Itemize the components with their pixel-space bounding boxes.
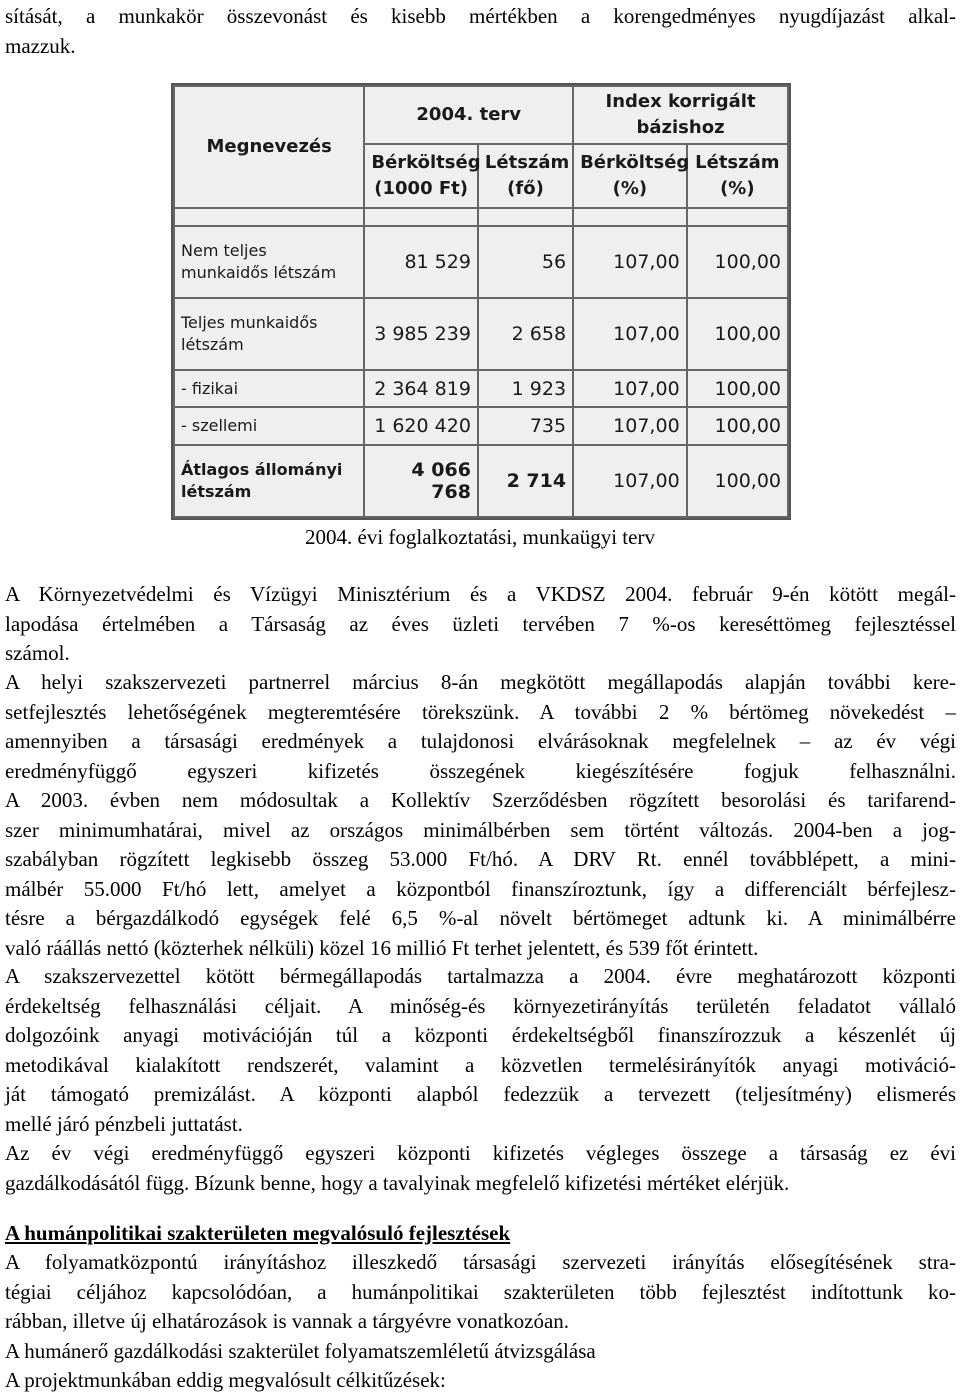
table-cell: 100,00 [687,370,788,408]
text-line: A Környezetvédelmi és Vízügyi Minisztérium és a VKDSZ 2004. február 9-én kötött megál- [5,582,956,606]
table-row [174,298,788,370]
header-col-letszam-pct: Létszám (%) [687,144,788,208]
table-cell: 735 [478,407,573,445]
table-row [174,226,788,298]
table-cell: 107,00 [573,445,687,517]
text-line: való ráállás nettó (közterhek nélküli) közel 16 millió Ft terhet jelentett, és 539 főt érintett. [5,935,759,960]
text-line: lapodása értelmében a Társaság az éves üzleti tervében 7 %-os kereséttömeg fejlesztéssel [5,611,956,636]
intro-paragraph [5,2,956,61]
text-line: érdekeltség felhasználási céljait. A minőség-és környezetirányítás területén feladatot vállaló [5,993,956,1018]
row-label: - szellemi [174,407,364,445]
table-spacer-row [174,208,788,226]
table-cell: 100,00 [687,298,788,370]
text-line: sítását, a munkakör összevonást és kisebb mértékben a korengedményes nyugdíjazást alkal- [5,4,956,28]
table-cell: 1 923 [478,370,573,408]
table-row [174,370,788,408]
header-terv: 2004. terv [364,86,573,144]
text-line: gazdálkodásától függ. Bízunk benne, hogy a tavalyinak megfelelő kifizetési mértéket elérjük. [5,1170,790,1195]
header-col-berkoltseg-pct: Bérköltség (%) [573,144,687,208]
text-line: setfejlesztés lehetőségének megteremtésére törekszünk. A további 2 % bértömeg növekedést – [5,699,956,724]
table-cell: 2 658 [478,298,573,370]
table-cell: 2 364 819 [364,370,478,408]
row-label: Nem teljes munkaidős létszám [174,226,364,298]
table-cell: 100,00 [687,407,788,445]
paragraph-1 [5,580,956,669]
table-cell: 107,00 [573,407,687,445]
text-line: rábban, illetve új elhatározások is vannak a tárgyévre vonatkozóan. [5,1309,570,1333]
table-row [174,407,788,445]
table-cell: 3 985 239 [364,298,478,370]
table-cell: 107,00 [573,370,687,408]
section-heading: A humánpolitikai szakterületen megvalósuló fejlesztések [5,1221,511,1245]
text-line: A szakszervezettel kötött bérmegállapodás tartalmazza a 2004. évre meghatározott központi [5,964,956,988]
text-line: A humánerő gazdálkodási szakterület folyamatszemléletű átvizsgálása [5,1338,596,1363]
text-line: számol. [5,641,70,665]
header-col-letszam: Létszám (fő) [478,144,573,208]
text-line: ját támogató premizálást. A központi alapból fedezzük a tervezett (teljesítmény) elismerés [5,1082,956,1106]
table-cell: 4 066 768 [364,445,478,517]
workforce-plan-table [171,83,791,520]
row-label: Átlagos állományi létszám [174,445,364,517]
table-cell: 107,00 [573,226,687,298]
text-line: A folyamatközpontú irányításhoz illeszkedő társasági szervezeti irányítás elősegítésének stra- [5,1250,956,1274]
row-label: - fizikai [174,370,364,408]
paragraph-5 [5,1248,956,1396]
paragraph-2 [5,668,956,963]
text-line: szer minimumhatárai, mivel az országos minimálbérben sem történt változás. 2004-ben a jog- [5,817,956,842]
header-col-berkoltseg: Bérköltség (1000 Ft) [364,144,478,208]
text-line: málbér 55.000 Ft/hó lett, amelyet a központból finanszíroztunk, így a differenciált bérfejlesz- [5,876,956,901]
paragraph-3 [5,962,956,1139]
text-line: A projektmunkában eddig megvalósult célkitűzések: [5,1368,446,1392]
table-cell: 56 [478,226,573,298]
text-line: szabályban rögzített legkisebb összeg 53.000 Ft/hó. A DRV Rt. ennél továbblépett, a mini- [5,847,956,871]
paragraph-4 [5,1139,956,1198]
table-cell: 107,00 [573,298,687,370]
text-line: mellé járó pénzbeli juttatást. [5,1111,243,1136]
table-cell: 2 714 [478,445,573,517]
table-cell: 100,00 [687,226,788,298]
header-index: Index korrigált bázishoz [573,86,788,144]
table-cell: 100,00 [687,445,788,517]
text-line: Az év végi eredményfüggő egyszeri központi kifizetés végleges összege a társaság ez évi [5,1141,956,1165]
text-line: tésre a bérgazdálkodó egységek felé 6,5 %-al növelt bértömeget adtunk ki. A minimálbérre [5,906,956,930]
table-cell: 1 620 420 [364,407,478,445]
text-line: dolgozóink anyagi motivációján túl a központi érdekeltségből finanszírozzuk a készenlét új [5,1023,956,1047]
table-row [174,445,788,517]
row-label: Teljes munkaidős létszám [174,298,364,370]
text-line: tégiai céljához kapcsolódóan, a humánpolitikai szakterületen több fejlesztést indítottunk ko- [5,1279,956,1304]
text-line: A helyi szakszervezeti partnerrel március 8-án megkötött megállapodás alapján további kere- [5,670,956,694]
text-line: amennyiben a társasági eredmények a tulajdonosi elvárásoknak megfelelnek – az év végi [5,729,956,753]
header-megnevezes: Megnevezés [174,86,364,208]
table-caption: 2004. évi foglalkoztatási, munkaügyi terv [305,525,655,549]
text-line: mazzuk. [5,33,76,58]
text-line: A 2003. évben nem módosultak a Kollektív Szerződésben rögzített besorolási és tarifarend- [5,788,956,812]
text-line: metodikával kialakított rendszerét, valamint a közvetlen termelésirányítók anyagi motiváció- [5,1052,956,1077]
table-cell: 81 529 [364,226,478,298]
text-line: eredményfüggő egyszeri kifizetés összegének kiegészítésére fogjuk felhasználni. [5,758,956,783]
